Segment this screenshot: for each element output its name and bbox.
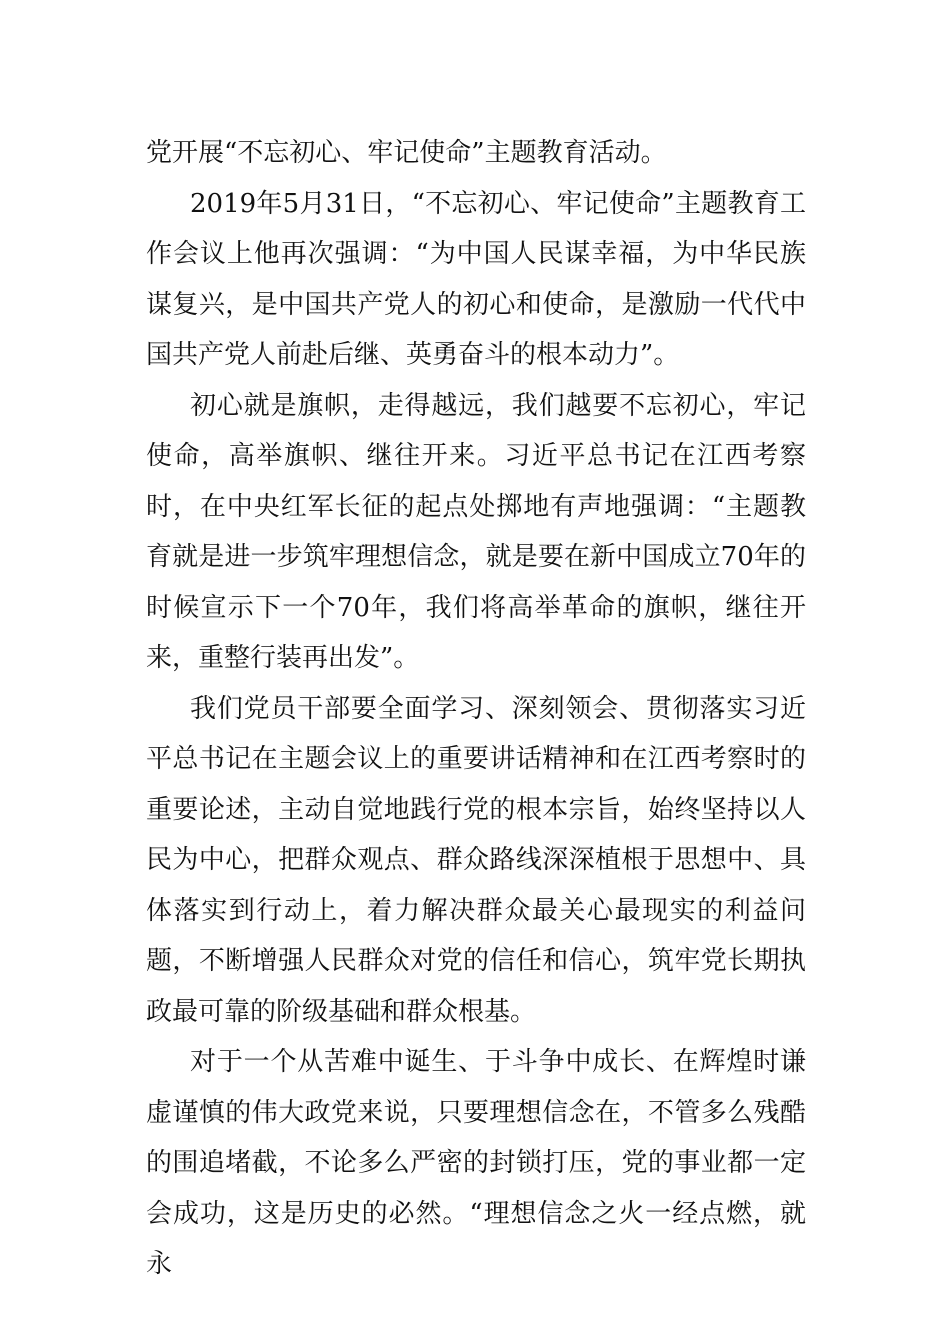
document-body (146, 128, 806, 1290)
paragraph-original-aspiration: 初心就是旗帜，走得越远，我们越要不忘初心，牢记使命，高举旗帜、继往开来。习近平总书记在江西考察时，在中央红军长征的起点处掷地有声地强调：“主题教育就是进一步筑牢理想信念，就是要在新中国成立70年的时候宣示下一个70年，我们将高举革命的旗帜，继往开来，重整行装再出发”。 (146, 390, 806, 673)
paragraph-ideals-beliefs: 对于一个从苦难中诞生、于斗争中成长、在辉煌时谦虚谨慎的伟大政党来说，只要理想信念在，不管多么残酷的围追堵截，不论多么严密的封锁打压，党的事业都一定会成功，这是历史的必然。“理想信念之火一经点燃，就永 (146, 1047, 806, 1279)
paragraph-continuation: 党开展“不忘初心、牢记使命”主题教育活动。 (146, 138, 667, 168)
paragraph-meeting-quote: 2019年5月31日，“不忘初心、牢记使命”主题教育工作会议上他再次强调：“为中国人民谋幸福，为中华民族谋复兴，是中国共产党人的初心和使命，是激励一代代中国共产党人前赴后继、英勇奋斗的根本动力”。 (146, 188, 806, 370)
paragraph-party-members: 我们党员干部要全面学习、深刻领会、贯彻落实习近平总书记在主题会议上的重要讲话精神和在江西考察时的重要论述，主动自觉地践行党的根本宗旨，始终坚持以人民为中心，把群众观点、群众路线深深植根于思想中、具体落实到行动上，着力解决群众最关心最现实的利益问题，不断增强人民群众对党的信任和信心，筑牢党长期执政最可靠的阶级基础和群众根基。 (146, 693, 806, 1027)
